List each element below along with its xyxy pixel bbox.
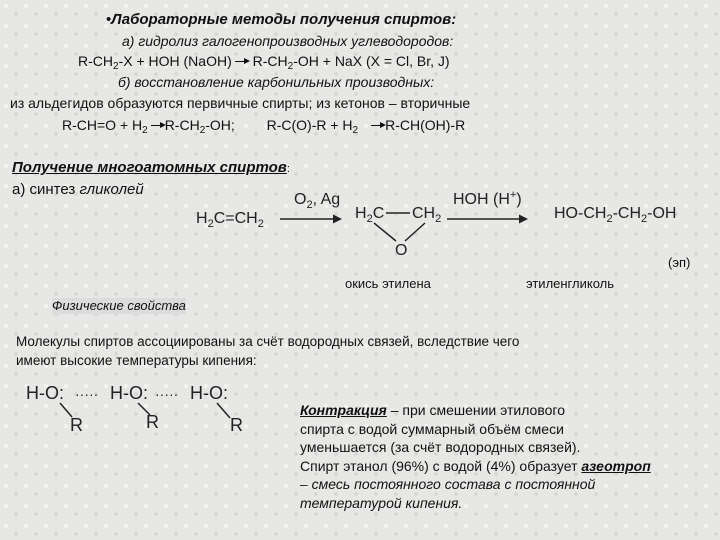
epoxide-co-bond-left bbox=[374, 223, 396, 241]
reduction-equation: $R-CH=O + H_2$ $R-CH_2-OH$; $R-C(O)-R + H_2$ R-CH(OH)-R bbox=[62, 117, 466, 136]
contraction-line5: – смесь постоянного состава с постоянной bbox=[300, 476, 596, 492]
polyol-heading: Получение многоатомных спиртов: bbox=[12, 159, 290, 176]
aldehyde-line: из альдегидов образуются первичные спирты; из кетонов – вторичные bbox=[10, 95, 471, 111]
contraction-line1: Контракция – при смешении этилового bbox=[300, 402, 565, 418]
section1-title: Лабораторные методы получения спиртов: bbox=[111, 11, 457, 28]
hbond-ho-3: H-O: bbox=[190, 383, 228, 403]
physical-properties-line1: Молекулы спиртов ассоциированы за счёт водородных связей, вследствие чего bbox=[16, 334, 520, 349]
reduction-item: б) восстановление карбонильных производных: bbox=[118, 74, 435, 90]
caption-ethylene-glycol: этиленгликоль bbox=[526, 276, 614, 291]
contraction-line4: Спирт этанол (96%) с водой (4%) образует азеотроп bbox=[300, 457, 651, 474]
epoxide-oxygen: O bbox=[395, 242, 408, 259]
reagent-o2-ag: $O_2$, Ag bbox=[294, 191, 341, 211]
reagent-hoh-h: HOH (H+) bbox=[453, 189, 522, 208]
ethylene-glycol-formula: $HO-CH_2-CH_2-OH$ bbox=[554, 205, 677, 225]
hbond-r-1: R bbox=[70, 415, 83, 435]
hydrolysis-equation: $R-CH_2-X$ + HOH (NaOH) $R-CH_2-OH$ + NaX (X = Cl, Br, J) bbox=[78, 53, 450, 72]
ethylene-formula: $H_2C=CH_2$ bbox=[196, 210, 264, 230]
arrow-1-head-icon bbox=[333, 215, 342, 224]
contraction-line3: уменьшается (за счёт водородных связей). bbox=[300, 439, 581, 455]
hbond-bond-3 bbox=[217, 403, 230, 418]
polyol-title: Получение многоатомных спиртов bbox=[12, 159, 287, 176]
epoxide-co-bond-right bbox=[405, 223, 425, 241]
section1-heading bbox=[106, 12, 456, 28]
caption-ethylene-oxide: окись этилена bbox=[345, 276, 431, 291]
hbond-dots-2: ····· bbox=[155, 386, 179, 402]
contraction-line2: спирта с водой суммарный объём смеси bbox=[300, 420, 564, 437]
epoxide-c1: $H_2C$ bbox=[355, 205, 385, 225]
hbond-ho-2: H-O: bbox=[110, 383, 148, 403]
contraction-text-block bbox=[300, 401, 710, 512]
ep-tag: (эп) bbox=[668, 255, 691, 270]
arrow-2-head-icon bbox=[519, 215, 528, 224]
physical-properties-line2: имеют высокие температуры кипения: bbox=[16, 353, 257, 368]
hydrolysis-item: а) гидролиз галогенопроизводных углеводородов: bbox=[122, 33, 454, 49]
reaction-arrow-icon bbox=[151, 125, 163, 126]
hbond-r-2: R bbox=[146, 412, 159, 432]
physical-properties-title: Физические свойства bbox=[52, 298, 186, 313]
hydrogen-bond-diagram bbox=[0, 375, 290, 445]
hbond-ho-1: H-O: bbox=[26, 383, 64, 403]
glycol-item: а) синтез гликолей bbox=[12, 181, 144, 198]
hbond-r-3: R bbox=[230, 415, 243, 435]
contraction-line6: температурой кипения. bbox=[300, 494, 463, 511]
bullet: • bbox=[106, 11, 112, 28]
reaction-arrow-icon bbox=[371, 125, 383, 126]
hbond-dots-1: ····· bbox=[75, 386, 99, 402]
reaction-arrow-icon bbox=[235, 61, 247, 62]
epoxide-c2: $CH_2$ bbox=[412, 205, 442, 225]
